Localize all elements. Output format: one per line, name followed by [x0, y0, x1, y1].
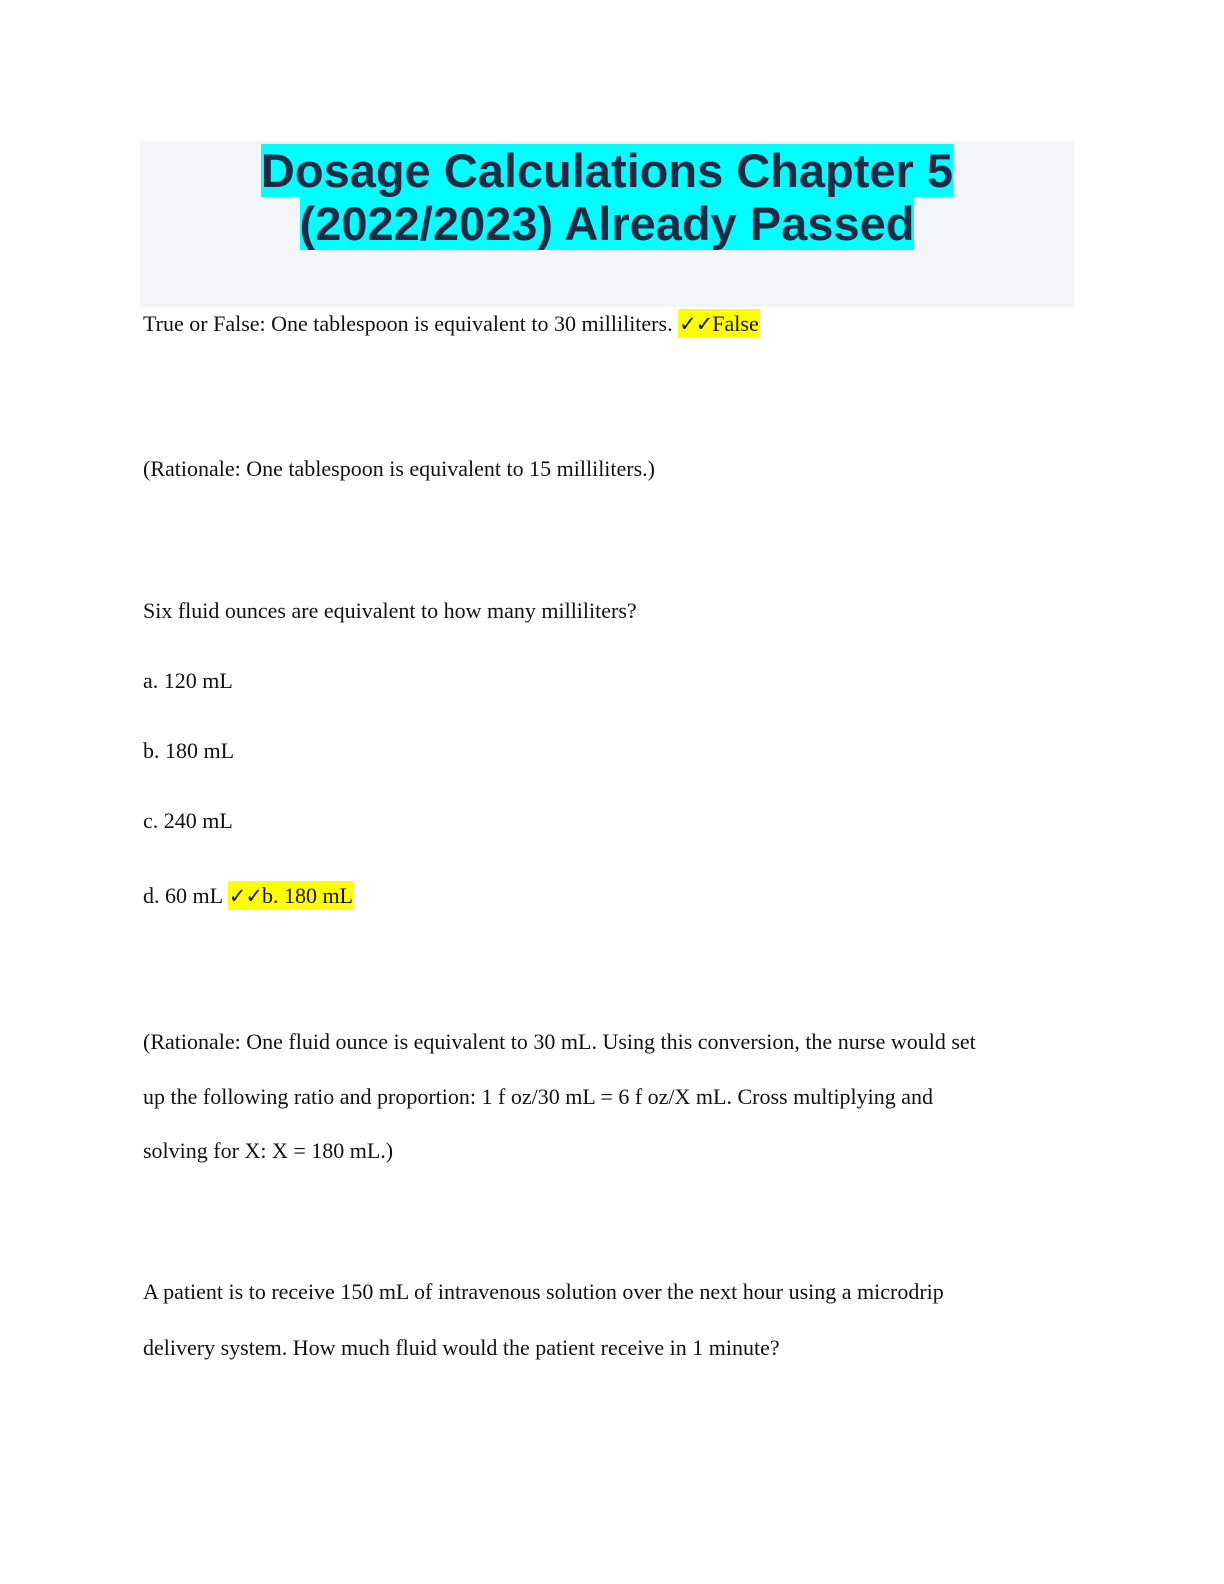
- question-3-line-2: delivery system. How much fluid would the patient receive in 1 minute?: [143, 1335, 780, 1360]
- answer-highlight: [228, 881, 354, 910]
- option-d: d. 60 mL: [143, 883, 223, 908]
- document-title-line-1: Dosage Calculations Chapter 5: [260, 144, 954, 197]
- rationale-2-line-3: solving for X: X = 180 mL.): [143, 1138, 394, 1163]
- question-1: [143, 310, 760, 338]
- question-3-line-1: A patient is to receive 150 mL of intravenous solution over the next hour using a microdrip: [143, 1279, 944, 1304]
- question-1-text: True or False: One tablespoon is equivalent to 30 milliliters.: [143, 311, 673, 336]
- question-2-text: Six fluid ounces are equivalent to how many milliliters?: [143, 598, 637, 623]
- option-c: c. 240 mL: [143, 808, 233, 833]
- rationale-2-line-2: up the following ratio and proportion: 1 f oz/30 mL = 6 f oz/X mL. Cross multiplying and: [143, 1084, 934, 1109]
- rationale-1: (Rationale: One tablespoon is equivalent to 15 milliliters.): [143, 456, 656, 481]
- double-check-icon: ✓✓: [679, 312, 713, 336]
- title-block: [140, 141, 1074, 307]
- answer-highlight: [678, 309, 760, 338]
- option-a: a. 120 mL: [143, 668, 233, 693]
- double-check-icon: ✓✓: [228, 884, 262, 908]
- answer-text: False: [712, 311, 759, 336]
- rationale-2-line-1: (Rationale: One fluid ounce is equivalent to 30 mL. Using this conversion, the nurse would set: [143, 1029, 976, 1054]
- document-title-line-2: (2022/2023) Already Passed: [299, 197, 915, 250]
- option-b: b. 180 mL: [143, 738, 235, 763]
- option-d-row: [143, 882, 354, 910]
- answer-text: b. 180 mL: [261, 883, 353, 908]
